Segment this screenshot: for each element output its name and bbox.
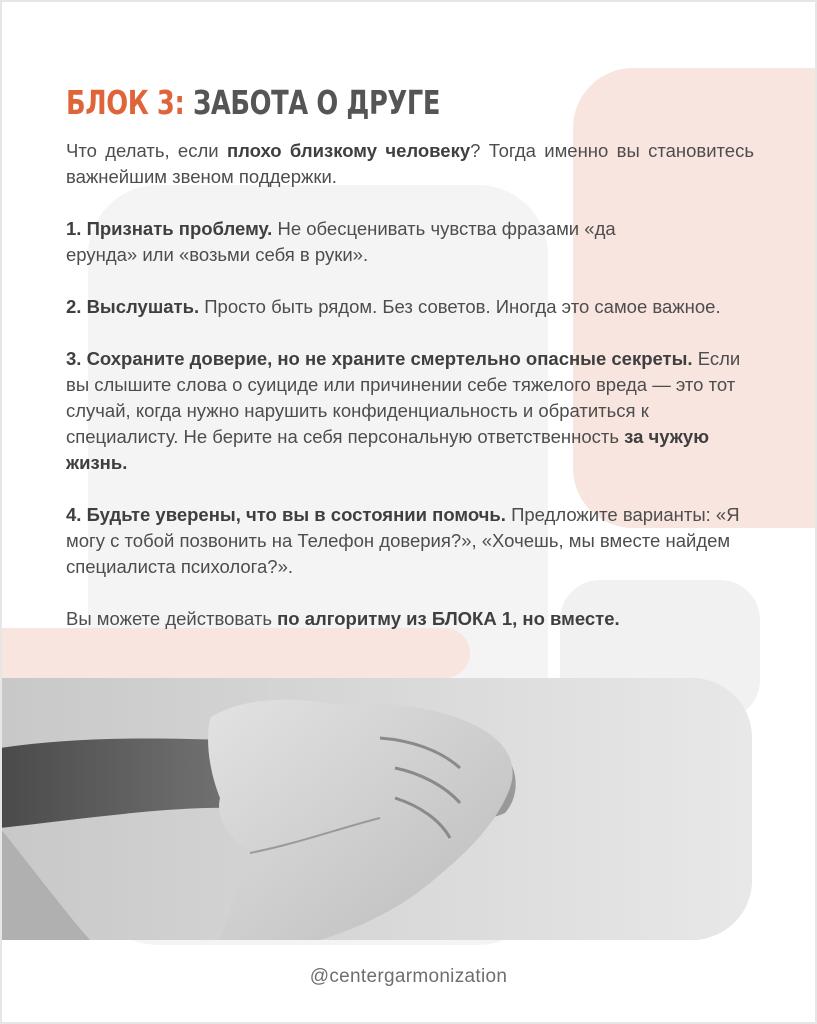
- step-3-text: Если вы слышите слова о суициде или причинении себе тяжелого вреда — это тот случай, когда нужно нарушить конфиденциальность и обратиться к специалисту. Не берите на себя персональную ответственность: [66, 348, 741, 447]
- intro-text-2: ? Тогда именно вы становитесь важнейшим звеном поддержки.: [66, 140, 754, 187]
- step-4: [66, 502, 746, 580]
- intro-paragraph: [66, 138, 754, 190]
- closing-paragraph: [66, 606, 756, 632]
- title-main: ЗАБОТА О ДРУГЕ: [192, 83, 441, 122]
- step-2-heading: 2. Выслушать.: [66, 296, 200, 317]
- intro-bold: плохо близкому человеку: [226, 140, 471, 161]
- step-3: [66, 346, 756, 476]
- hands-photo: [0, 678, 752, 940]
- title-accent: БЛОК 3:: [66, 83, 185, 122]
- step-1-heading: 1. Признать проблему.: [66, 218, 273, 239]
- step-4-heading: 4. Будьте уверены, что вы в состоянии помочь.: [66, 504, 506, 525]
- content: [66, 82, 756, 658]
- step-4-text: Предложите варианты: «Я могу с тобой позвонить на Телефон доверия?», «Хочешь, мы вместе найдем специалиста психолога?».: [66, 504, 740, 577]
- closing-bold: по алгоритму из БЛОКА 1, но вместе.: [277, 608, 620, 629]
- step-3-heading: 3. Сохраните доверие, но не храните смертельно опасные секреты.: [66, 348, 693, 369]
- step-1: [66, 216, 666, 268]
- closing-text: Вы можете действовать: [66, 608, 278, 629]
- hands-holding-icon: [0, 678, 752, 940]
- step-2: [66, 294, 756, 320]
- intro-text-1: Что делать, если: [66, 140, 227, 161]
- step-3-bold-end: за чужую жизнь.: [66, 426, 709, 473]
- step-2-text: Просто быть рядом. Без советов. Иногда это самое важное.: [199, 296, 721, 317]
- footer-handle: @centergarmonization: [309, 966, 508, 987]
- page-title: [66, 82, 604, 124]
- step-1-text: Не обесценивать чувства фразами «да ерунда» или «возьми себя в руки».: [66, 218, 616, 265]
